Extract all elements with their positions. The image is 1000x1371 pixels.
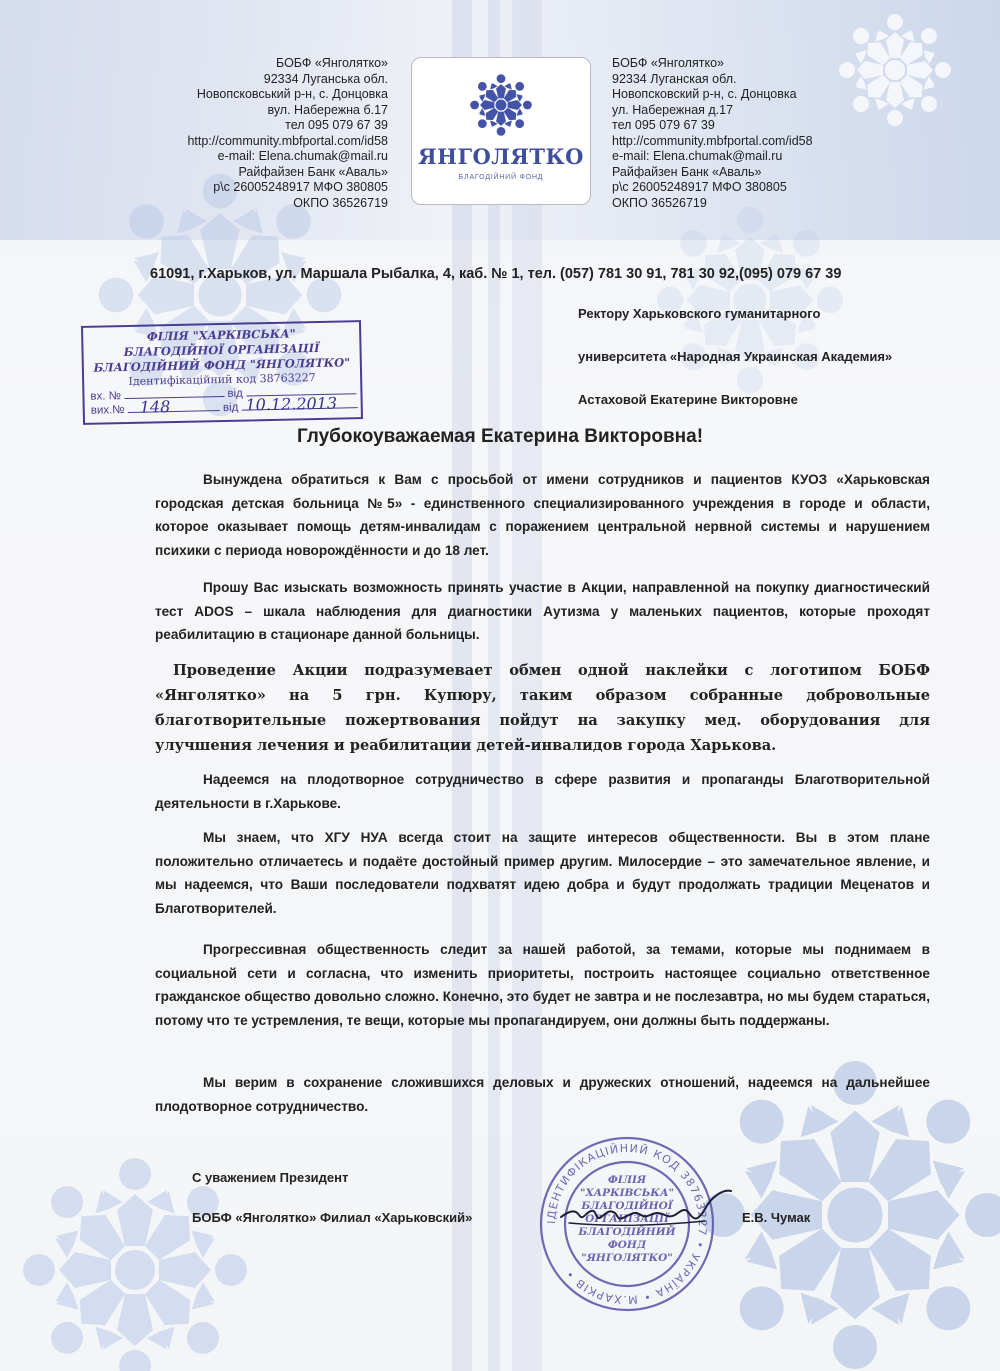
requisite-line: ул. Набережная д.17 <box>612 102 734 117</box>
requisite-line: http://community.mbfportal.com/id58 <box>187 133 388 148</box>
requisite-line: р\с 26005248917 МФО 380805 <box>213 180 388 194</box>
registration-stamp <box>81 320 363 425</box>
closing-organization: БОБФ «Янголятко» Филиал «Харьковский» <box>192 1210 473 1225</box>
body-paragraph: Мы знаем, что ХГУ НУА всегда стоит на защите интересов общественности. Вы в этом плане положительно отличаетесь и подаёте достойный пример другим. Милосердие – это замечательное явление, и мы надеемся, что Ваши последователи подхватят идею добра и будут продолжать традиции Меценатов и Благотворителей. <box>155 830 930 916</box>
seal-center-line: "ЯНГОЛЯТКО" <box>581 1252 673 1264</box>
body-paragraph: Вынуждена обратиться к Вам с просьбой от имени сотрудников и пациентов КУОЗ «Харьковская городская детская больница №5» - единственного специализированного учреждения в городе и области, которое оказывает помощь детям-инвалидам с поражением центральной нервной системы и нарушением психики с периода новорождённости и до 18 лет. <box>155 472 930 558</box>
stamp-in-label: вх. № <box>90 390 122 403</box>
recipient-line: Ректору Харьковского гуманитарного <box>578 306 821 321</box>
foundation-logo <box>411 57 591 205</box>
branch-address: 61091, г.Харьков, ул. Маршала Рыбалка, 4, каб. № 1, тел. (057) 781 30 91, 781 30 92,(095) 079 67 39 <box>150 266 842 282</box>
requisite-line: р\с 26005248917 МФО 380805 <box>612 180 787 194</box>
handwritten-signature <box>555 1183 735 1243</box>
stamp-from-label: від <box>227 387 243 400</box>
requisites-russian <box>612 56 852 211</box>
body-paragraph: Надеемся на плодотворное сотрудничество в сфере развития и пропаганды Благотворительной деятельности в г.Харькове. <box>155 772 930 811</box>
seal-center-line: БЛАГОДІЙНИЙ <box>578 1226 676 1238</box>
seal-center-line: ОРГАНІЗАЦІЇ <box>585 1213 669 1225</box>
logo-name: ЯНГОЛЯТКО <box>418 144 584 169</box>
logo-subtitle: БЛАГОДІЙНИЙ ФОНД <box>458 174 544 181</box>
recipient-line: Астаховой Екатерине Викторовне <box>578 392 798 407</box>
body-paragraph: Прошу Вас изыскать возможность принять участие в Акции, направленной на покупку диагностический тест ADOS – шкала наблюдения для диагностики Аутизма у маленьких пациентов, которые проходят реабилитацию в стационаре данной больницы. <box>155 580 930 642</box>
stamp-line: БЛАГОДІЙНОЇ ОРГАНІЗАЦІЇ <box>123 340 320 360</box>
outgoing-number: 148 <box>139 397 171 417</box>
angel-emblem-icon <box>468 72 534 143</box>
closing-regards: С уважением Президент <box>192 1170 349 1185</box>
requisite-line: e-mail: Elena.chumak@mail.ru <box>217 149 388 163</box>
seal-center-line: "ХАРКІВСЬКА" <box>580 1187 674 1199</box>
requisite-line: ОКПО 36526719 <box>293 195 388 210</box>
requisite-line: 92334 Луганская обл. <box>612 71 737 86</box>
snowflake-icon <box>835 10 955 130</box>
recipient-block <box>578 306 958 435</box>
requisite-line: Райфайзен Банк «Аваль» <box>238 164 388 179</box>
seal-center-line: БЛАГОДІЙНОЇ <box>581 1200 673 1212</box>
requisite-line: ОКПО 36526719 <box>612 195 707 210</box>
seal-outer-text: ІДЕНТИФІКАЦІЙНИЙ КОД 38763227 • УКРАЇНА • М.ХАРКІВ • <box>544 1141 710 1307</box>
requisite-line: Райфайзен Банк «Аваль» <box>612 164 762 179</box>
requisite-line: вул. Набережна б.17 <box>267 102 388 117</box>
stamp-from-label: від <box>222 401 239 414</box>
stamp-out-label: вих.№ <box>90 404 125 417</box>
requisites-ukrainian <box>170 56 388 211</box>
requisite-line: e-mail: Elena.chumak@mail.ru <box>612 149 783 163</box>
greeting: Глубокоуважаемая Екатерина Викторовна! <box>296 426 704 447</box>
stamp-code: Ідентифікаційний код 38763227 <box>128 371 316 388</box>
requisite-line: Новопсковский р-н, с. Донцовка <box>612 87 797 101</box>
body-paragraph: Прогрессивная общественность следит за нашей работой, за темами, которые мы поднимаем в социальной сети и согласна, что изменить приоритеты, построить настоящее социально ответственное гражданское общество довольно сложно. Конечно, это будет не завтра и не послезавтра, но мы будем стараться, потому что те устремления, те вещи, которые мы пропагандируем, они должны быть поддержаны. <box>155 942 930 1028</box>
signer-name: Е.В. Чумак <box>742 1210 811 1225</box>
recipient-line: университета «Народная Украинская Академия» <box>578 349 893 364</box>
seal-center-line: ФІЛІЯ <box>607 1174 647 1186</box>
requisite-line: тел 095 079 67 39 <box>285 118 388 132</box>
requisite-line: http://community.mbfportal.com/id58 <box>612 133 813 148</box>
requisite-line: Новопсковський р-н, с. Донцовка <box>196 87 388 101</box>
requisite-line: БОБФ «Янголятко» <box>612 56 724 70</box>
stamp-line: БЛАГОДІЙНИЙ ФОНД "ЯНГОЛЯТКО" <box>93 355 351 375</box>
stamp-line: ФІЛІЯ "ХАРКІВСЬКА" <box>146 326 296 344</box>
seal-center-line: ФОНД <box>607 1239 647 1251</box>
outgoing-date: 10.12.2013 <box>245 393 338 415</box>
requisite-line: 92334 Луганська обл. <box>263 71 388 86</box>
body-paragraph: Мы верим в сохранение сложившихся деловых и дружеских отношений, надеемся на дальнейшее плодотворное сотрудничество. <box>155 1075 930 1114</box>
body-paragraph: Проведение Акции подразумевает обмен одной наклейки с логотипом БОБФ «Янголятко» на 5 грн. Купюру, таким образом собранные добровольные благотворительные пожертвования пойдут на закупку мед. оборудования для улучшения лечения и реабилитации детей-инвалидов города Харькова. <box>155 662 930 754</box>
requisite-line: БОБФ «Янголятко» <box>276 56 388 70</box>
requisite-line: тел 095 079 67 39 <box>612 118 715 132</box>
